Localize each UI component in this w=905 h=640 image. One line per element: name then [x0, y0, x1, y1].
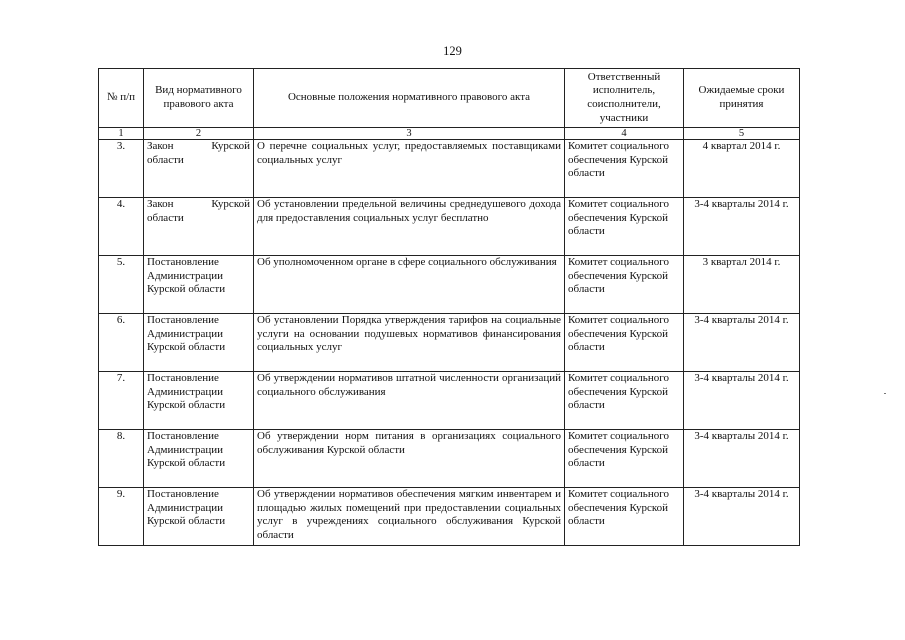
row-number: 8. — [99, 430, 144, 488]
table-row — [99, 430, 800, 488]
table-row — [99, 372, 800, 430]
act-provisions: Об утверждении норм питания в организациях социального обслуживания Курской области — [254, 430, 565, 488]
act-type: Постановление Администрации Курской области — [144, 372, 254, 430]
column-number: 4 — [565, 128, 684, 140]
table-row — [99, 256, 800, 314]
act-executor: Комитет социального обеспечения Курской области — [565, 314, 684, 372]
act-deadline: 4 квартал 2014 г. — [684, 140, 800, 198]
table-row — [99, 198, 800, 256]
act-type: Постановление Администрации Курской области — [144, 256, 254, 314]
act-provisions: Об установлении Порядка утверждения тарифов на социальные услуги на основании подушевых нормативов финансирования социальных услуг — [254, 314, 565, 372]
column-number: 1 — [99, 128, 144, 140]
legal-acts-table — [98, 68, 800, 546]
act-executor: Комитет социального обеспечения Курской области — [565, 140, 684, 198]
table-header — [99, 69, 800, 140]
act-deadline: 3-4 кварталы 2014 г. — [684, 430, 800, 488]
header-executor: Ответственный исполнитель, соисполнители, участники — [565, 69, 684, 128]
act-deadline: 3 квартал 2014 г. — [684, 256, 800, 314]
header-act-type: Вид нормативного правового акта — [144, 69, 254, 128]
act-type: Закон Курской области — [144, 198, 254, 256]
page-number: 129 — [443, 44, 462, 58]
act-executor: Комитет социального обеспечения Курской области — [565, 198, 684, 256]
header-row — [99, 69, 800, 128]
row-number: 4. — [99, 198, 144, 256]
act-provisions: Об утверждении нормативов штатной численности организаций социального обслуживания — [254, 372, 565, 430]
column-number: 5 — [684, 128, 800, 140]
row-number: 5. — [99, 256, 144, 314]
column-number: 2 — [144, 128, 254, 140]
act-deadline: 3-4 кварталы 2014 г. — [684, 314, 800, 372]
header-deadline: Ожидаемые сроки принятия — [684, 69, 800, 128]
act-executor: Комитет социального обеспечения Курской области — [565, 256, 684, 314]
column-number-row — [99, 128, 800, 140]
scan-speck — [884, 393, 886, 394]
header-number: № п/п — [99, 69, 144, 128]
act-type: Постановление Администрации Курской области — [144, 314, 254, 372]
act-provisions: О перечне социальных услуг, предоставляемых поставщиками социальных услуг — [254, 140, 565, 198]
act-provisions: Об утверждении нормативов обеспечения мягким инвентарем и площадью жилых помещений при предоставлении социальных услуг в учреждениях социального обслуживания Курской области — [254, 488, 565, 546]
act-deadline: 3-4 кварталы 2014 г. — [684, 198, 800, 256]
act-executor: Комитет социального обеспечения Курской области — [565, 488, 684, 546]
column-number: 3 — [254, 128, 565, 140]
act-deadline: 3-4 кварталы 2014 г. — [684, 372, 800, 430]
act-type: Закон Курской области — [144, 140, 254, 198]
table-row — [99, 140, 800, 198]
act-type: Постановление Администрации Курской области — [144, 430, 254, 488]
act-executor: Комитет социального обеспечения Курской области — [565, 372, 684, 430]
act-provisions: Об уполномоченном органе в сфере социального обслуживания — [254, 256, 565, 314]
table-row — [99, 314, 800, 372]
table-body — [99, 140, 800, 546]
act-executor: Комитет социального обеспечения Курской области — [565, 430, 684, 488]
row-number: 7. — [99, 372, 144, 430]
row-number: 3. — [99, 140, 144, 198]
row-number: 6. — [99, 314, 144, 372]
row-number: 9. — [99, 488, 144, 546]
table-row — [99, 488, 800, 546]
header-main-provisions: Основные положения нормативного правового акта — [254, 69, 565, 128]
act-type: Постановление Администрации Курской области — [144, 488, 254, 546]
act-deadline: 3-4 кварталы 2014 г. — [684, 488, 800, 546]
act-provisions: Об установлении предельной величины среднедушевого дохода для предоставления социальных услуг бесплатно — [254, 198, 565, 256]
